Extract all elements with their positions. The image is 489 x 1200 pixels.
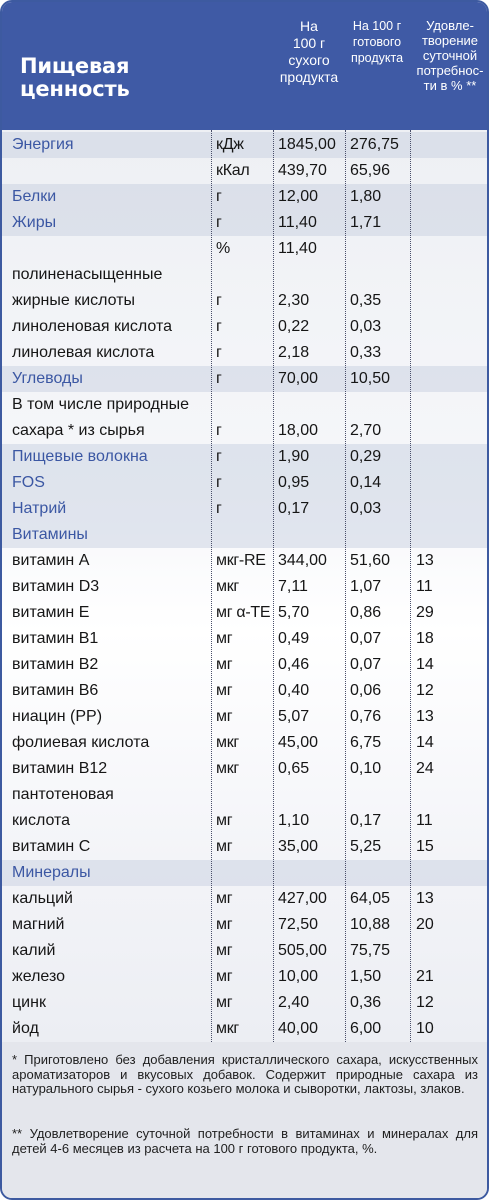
unit-cell: г xyxy=(216,500,222,517)
table-row xyxy=(2,574,489,600)
dry-value: 72,50 xyxy=(278,916,319,933)
dry-value: 11,40 xyxy=(278,214,317,231)
daily-percent: 12 xyxy=(416,994,434,1011)
unit-cell: мкг xyxy=(216,578,239,595)
prepared-value: 0,86 xyxy=(350,604,382,621)
unit-cell: кДж xyxy=(216,136,244,153)
nutrient-name: ниацин (РР) xyxy=(12,708,103,725)
nutrient-name: сахара * из сырья xyxy=(12,422,145,439)
unit-cell: мг xyxy=(216,890,233,907)
dry-value: 5,70 xyxy=(278,604,310,621)
nutrient-name: пантотеновая xyxy=(12,786,114,803)
table-row xyxy=(2,886,489,912)
unit-cell: мг xyxy=(216,656,233,673)
dry-value: 0,95 xyxy=(278,474,310,491)
unit-cell: мкг xyxy=(216,760,239,777)
nutrient-name: витамин Е xyxy=(12,604,90,621)
prepared-value: 0,36 xyxy=(350,994,382,1011)
title-line-1: Пищевая xyxy=(20,54,130,78)
nutrient-name: калий xyxy=(12,942,56,959)
prepared-value: 0,06 xyxy=(350,682,382,699)
nutrient-name: В том числе природные xyxy=(12,396,190,413)
dry-value: 5,07 xyxy=(278,708,310,725)
column-divider xyxy=(410,130,411,1042)
dry-value: 0,40 xyxy=(278,682,310,699)
nutrient-name: кислота xyxy=(12,812,71,829)
nutrient-name: витамин В1 xyxy=(12,630,99,647)
table-row xyxy=(2,600,489,626)
table-row xyxy=(2,158,489,184)
dry-value: 2,30 xyxy=(278,292,310,309)
dry-value: 0,65 xyxy=(278,760,310,777)
nutrient-name: витамин В12 xyxy=(12,760,108,777)
nutrient-name: витамин В2 xyxy=(12,656,99,673)
col2-line: На 100 г xyxy=(352,19,402,33)
unit-cell: мкг-RE xyxy=(216,552,266,569)
daily-percent: 13 xyxy=(416,890,434,907)
unit-cell: г xyxy=(216,318,222,335)
prepared-value: 0,17 xyxy=(350,812,382,829)
nutrient-name: йод xyxy=(12,1020,39,1037)
nutrient-name: Минералы xyxy=(12,864,91,881)
nutrient-name: кальций xyxy=(12,890,73,907)
prepared-value: 51,60 xyxy=(350,552,391,569)
daily-percent: 13 xyxy=(416,708,434,725)
unit-cell: мкг xyxy=(216,734,239,751)
nutrient-name: витамин D3 xyxy=(12,578,100,595)
table-row xyxy=(2,418,489,444)
table-row xyxy=(2,860,489,886)
prepared-value: 1,07 xyxy=(350,578,382,595)
dry-value: 427,00 xyxy=(278,890,327,907)
prepared-value: 0,33 xyxy=(350,344,382,361)
col3-line: суточной xyxy=(422,48,478,63)
prepared-value: 0,35 xyxy=(350,292,382,309)
table-row xyxy=(2,132,489,158)
table-row xyxy=(2,704,489,730)
nutrient-name: Натрий xyxy=(12,500,67,517)
prepared-value: 10,50 xyxy=(350,370,391,387)
col1-line: продукта xyxy=(279,69,339,85)
column-divider xyxy=(273,130,274,1042)
prepared-value: 0,10 xyxy=(350,760,382,777)
nutrient-name: FOS xyxy=(12,474,45,491)
table-row xyxy=(2,184,489,210)
dry-value: 1845,00 xyxy=(278,136,336,153)
dry-value: 10,00 xyxy=(278,968,319,985)
prepared-value: 0,07 xyxy=(350,656,382,673)
nutrient-name: Пищевые волокна xyxy=(12,448,148,465)
daily-percent: 12 xyxy=(416,682,434,699)
prepared-value: 5,25 xyxy=(350,838,382,855)
prepared-value: 0,03 xyxy=(350,318,382,335)
dry-value: 344,00 xyxy=(278,552,327,569)
daily-percent: 10 xyxy=(416,1020,434,1037)
daily-percent: 11 xyxy=(416,812,433,829)
table-row xyxy=(2,808,489,834)
unit-cell: г xyxy=(216,188,222,205)
unit-cell: мг xyxy=(216,916,233,933)
nutrient-name: Жиры xyxy=(12,214,57,231)
nutrient-name: железо xyxy=(12,968,66,985)
dry-value: 0,46 xyxy=(278,656,310,673)
daily-percent: 29 xyxy=(416,604,434,621)
table-row xyxy=(2,912,489,938)
col3-line: ти в % ** xyxy=(423,78,477,93)
col1-line: 100 г xyxy=(292,35,326,51)
nutrient-name: полиненасыщенные xyxy=(12,266,163,283)
table-row xyxy=(2,210,489,236)
column-header-dry xyxy=(274,18,344,86)
footnote-2: ** Удовлетворение суточной потребности в витаминах и минералах для детей 4-6 месяцев из расчета на 100 г готового продукта, %. xyxy=(12,1126,478,1156)
dry-value: 18,00 xyxy=(278,422,319,439)
table-row xyxy=(2,392,489,418)
daily-percent: 20 xyxy=(416,916,434,933)
table-row xyxy=(2,626,489,652)
col3-line: Удовле- xyxy=(426,18,474,33)
dry-value: 0,22 xyxy=(278,318,310,335)
dry-value: 1,10 xyxy=(278,812,310,829)
nutrient-name: Энергия xyxy=(12,136,74,153)
table-row xyxy=(2,938,489,964)
col3-line: творение xyxy=(421,33,479,48)
nutrient-name: Белки xyxy=(12,188,57,205)
unit-cell: мг xyxy=(216,994,233,1011)
daily-percent: 18 xyxy=(416,630,434,647)
table-row xyxy=(2,340,489,366)
col2-line: готового xyxy=(352,35,402,49)
table-row xyxy=(2,990,489,1016)
unit-cell: мг xyxy=(216,630,233,647)
column-divider xyxy=(211,130,212,1042)
table-row xyxy=(2,1016,489,1042)
unit-cell: г xyxy=(216,370,222,387)
footnotes xyxy=(2,1042,489,1200)
col1-line: На xyxy=(300,18,318,34)
nutrient-name: линолевая кислота xyxy=(12,344,155,361)
daily-percent: 11 xyxy=(416,578,433,595)
table-row xyxy=(2,730,489,756)
table-row xyxy=(2,964,489,990)
table-row xyxy=(2,470,489,496)
nutrient-name: витамин С xyxy=(12,838,91,855)
unit-cell: мг α-TE xyxy=(216,604,271,621)
prepared-value: 276,75 xyxy=(350,136,399,153)
table-row xyxy=(2,678,489,704)
unit-cell: мг xyxy=(216,942,233,959)
table-row xyxy=(2,834,489,860)
unit-cell: кКал xyxy=(216,162,250,179)
unit-cell: г xyxy=(216,214,222,231)
nutrient-name: Витамины xyxy=(12,526,88,543)
daily-percent: 21 xyxy=(416,968,434,985)
table-row xyxy=(2,782,489,808)
prepared-value: 0,29 xyxy=(350,448,382,465)
dry-value: 11,40 xyxy=(278,240,317,257)
nutrient-name: магний xyxy=(12,916,65,933)
nutrient-name: линоленовая кислота xyxy=(12,318,172,335)
daily-percent: 14 xyxy=(416,656,434,673)
table-row xyxy=(2,262,489,288)
dry-value: 439,70 xyxy=(278,162,327,179)
unit-cell: г xyxy=(216,344,222,361)
unit-cell: г xyxy=(216,474,222,491)
table-row xyxy=(2,366,489,392)
table-title xyxy=(20,55,220,101)
nutrient-name: витамин В6 xyxy=(12,682,99,699)
dry-value: 7,11 xyxy=(278,578,308,595)
dry-value: 12,00 xyxy=(278,188,319,205)
nutrient-name: жирные кислоты xyxy=(12,292,136,309)
dry-value: 2,40 xyxy=(278,994,310,1011)
footnote-1: * Приготовлено без добавления кристаллического сахара, искусственных ароматизаторов и вкусовых добавок. Содержит природные сахара из натурального сырья - сухого козьего молока и сыворотки, лактозы, злаков. xyxy=(12,1052,478,1096)
prepared-value: 10,88 xyxy=(350,916,391,933)
table-row xyxy=(2,548,489,574)
prepared-value: 0,76 xyxy=(350,708,382,725)
table-row xyxy=(2,314,489,340)
prepared-value: 64,05 xyxy=(350,890,391,907)
prepared-value: 6,75 xyxy=(350,734,382,751)
table-header xyxy=(2,2,489,130)
dry-value: 2,18 xyxy=(278,344,310,361)
unit-cell: мг xyxy=(216,708,233,725)
prepared-value: 1,50 xyxy=(350,968,382,985)
table-row xyxy=(2,652,489,678)
prepared-value: 6,00 xyxy=(350,1020,382,1037)
dry-value: 0,49 xyxy=(278,630,310,647)
prepared-value: 2,70 xyxy=(350,422,382,439)
column-header-prepared xyxy=(345,18,409,66)
dry-value: 1,90 xyxy=(278,448,310,465)
table-row xyxy=(2,496,489,522)
table-row xyxy=(2,522,489,548)
table-row xyxy=(2,444,489,470)
column-divider xyxy=(345,130,346,1042)
dry-value: 505,00 xyxy=(278,942,327,959)
unit-cell: г xyxy=(216,292,222,309)
prepared-value: 75,75 xyxy=(350,942,391,959)
prepared-value: 1,71 xyxy=(350,214,382,231)
dry-value: 45,00 xyxy=(278,734,319,751)
unit-cell: г xyxy=(216,448,222,465)
daily-percent: 15 xyxy=(416,838,434,855)
prepared-value: 65,96 xyxy=(350,162,391,179)
dry-value: 70,00 xyxy=(278,370,319,387)
unit-cell: мкг xyxy=(216,1020,239,1037)
prepared-value: 0,03 xyxy=(350,500,382,517)
nutrient-name: фолиевая кислота xyxy=(12,734,150,751)
unit-cell: мг xyxy=(216,838,233,855)
prepared-value: 1,80 xyxy=(350,188,382,205)
nutrient-name: витамин А xyxy=(12,552,90,569)
daily-percent: 24 xyxy=(416,760,434,777)
title-line-2: ценность xyxy=(20,77,130,101)
nutrient-name: цинк xyxy=(12,994,46,1011)
unit-cell: мг xyxy=(216,968,233,985)
unit-cell: % xyxy=(216,240,230,257)
dry-value: 35,00 xyxy=(278,838,319,855)
table-row xyxy=(2,288,489,314)
daily-percent: 14 xyxy=(416,734,434,751)
column-header-daily-need xyxy=(411,18,489,93)
table-row xyxy=(2,756,489,782)
prepared-value: 0,14 xyxy=(350,474,382,491)
daily-percent: 13 xyxy=(416,552,434,569)
unit-cell: мг xyxy=(216,682,233,699)
prepared-value: 0,07 xyxy=(350,630,382,647)
col1-line: сухого xyxy=(288,52,330,68)
col3-line: потребнос- xyxy=(416,63,484,78)
unit-cell: г xyxy=(216,422,222,439)
col2-line: продукта xyxy=(350,51,404,65)
nutrient-name: Углеводы xyxy=(12,370,83,387)
dry-value: 40,00 xyxy=(278,1020,319,1037)
unit-cell: мг xyxy=(216,812,233,829)
table-row xyxy=(2,236,489,262)
dry-value: 0,17 xyxy=(278,500,310,517)
